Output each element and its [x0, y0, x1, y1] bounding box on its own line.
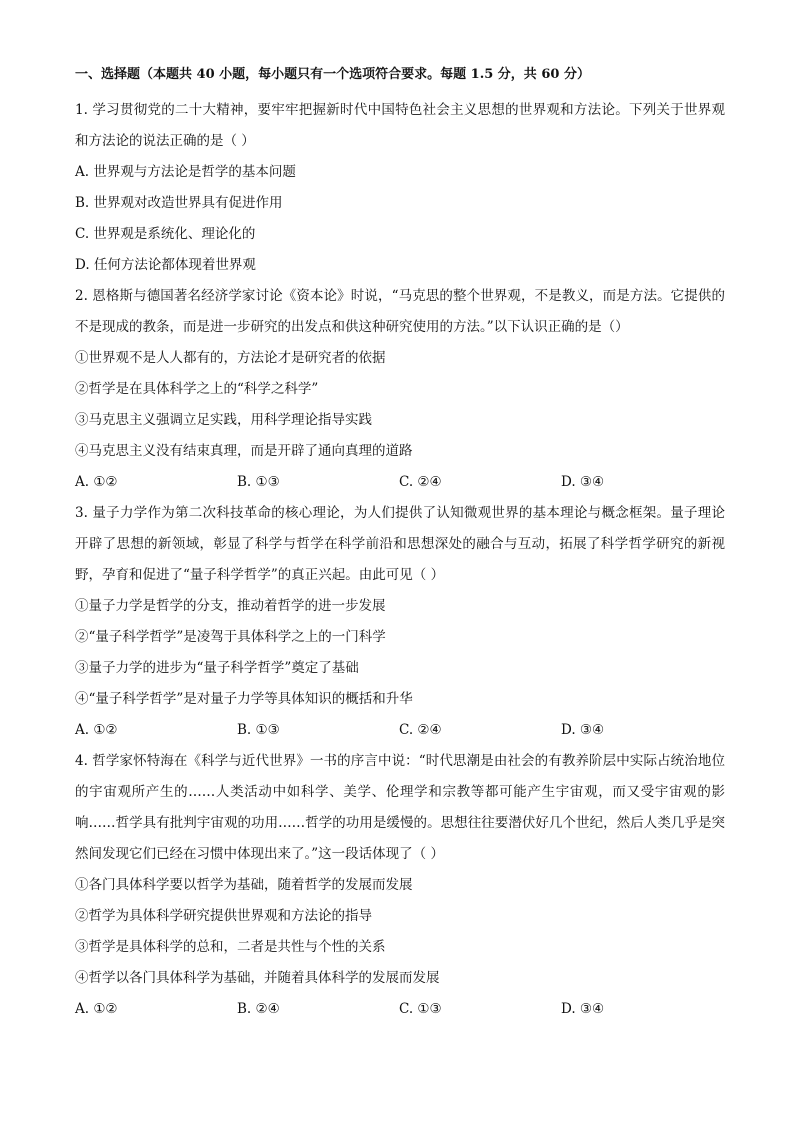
- question-2-choice-c: C. ②④: [399, 474, 442, 490]
- question-2-statement-4: ④马克思主义没有结束真理，而是开辟了通向真理的道路: [75, 443, 413, 459]
- question-2-choice-a: A. ①②: [75, 474, 118, 490]
- question-3-statement-2: ②“量子科学哲学”是凌驾于具体科学之上的一门科学: [75, 629, 386, 645]
- question-2-statement-2: ②哲学是在具体科学之上的“科学之科学”: [75, 381, 319, 397]
- question-4: [75, 746, 725, 1025]
- question-4-choice-c: C. ①③: [399, 1001, 442, 1017]
- question-3: [75, 498, 725, 746]
- question-3-choice-b: B. ①③: [237, 722, 280, 738]
- question-4-choice-d: D. ③④: [561, 1001, 605, 1017]
- question-1-option-a: A. 世界观与方法论是哲学的基本问题: [75, 164, 296, 180]
- question-3-choice-c: C. ②④: [399, 722, 442, 738]
- question-3-choice-d: D. ③④: [561, 722, 605, 738]
- question-1-option-d: D. 任何方法论都体现着世界观: [75, 257, 256, 273]
- question-1-option-c: C. 世界观是系统化、理论化的: [75, 226, 256, 242]
- question-2-choices: [75, 467, 725, 498]
- question-3-choices: [75, 715, 725, 746]
- question-2-stem: 2. 恩格斯与德国著名经济学家讨论《资本论》时说，“马克思的整个世界观，不是教义，而是方法。它提供的不是现成的教条，而是进一步研究的出发点和供这种研究使用的方法。”以下认识正确的是（）: [75, 288, 725, 335]
- question-4-statement-1: ①各门具体科学要以哲学为基础，随着哲学的发展而发展: [75, 877, 413, 893]
- question-4-statement-3: ③哲学是具体科学的总和，二者是共性与个性的关系: [75, 939, 386, 955]
- question-2-statement-3: ③马克思主义强调立足实践，用科学理论指导实践: [75, 412, 372, 428]
- question-3-statement-4: ④“量子科学哲学”是对量子力学等具体知识的概括和升华: [75, 691, 413, 707]
- question-4-stem: 4. 哲学家怀特海在《科学与近代世界》一书的序言中说：“时代思潮是由社会的有教养阶层中实际占统治地位的宇宙观所产生的……人类活动中如科学、美学、伦理学和宗教等都可能产生宇宙观，而又受宇宙观的影响……哲学具有批判宇宙观的功用……哲学的功用是缓慢的。思想往往要潜伏好几个世纪，然后人类几乎是突然间发现它们已经在习惯中体现出来了。”这一段话体现了（ ）: [75, 753, 725, 862]
- question-4-choices: [75, 994, 725, 1025]
- question-4-choice-a: A. ①②: [75, 1001, 118, 1017]
- question-2-choice-d: D. ③④: [561, 474, 605, 490]
- question-3-choice-a: A. ①②: [75, 722, 118, 738]
- question-4-statement-4: ④哲学以各门具体科学为基础，并随着具体科学的发展而发展: [75, 970, 440, 986]
- question-3-stem: 3. 量子力学作为第二次科技革命的核心理论，为人们提供了认知微观世界的基本理论与概念框架。量子理论开辟了思想的新领域，彰显了科学与哲学在科学前沿和思想深处的融合与互动，拓展了科学哲学研究的新视野，孕育和促进了“量子科学哲学”的真正兴起。由此可见（ ）: [75, 505, 725, 583]
- question-2: [75, 281, 725, 498]
- exam-page: [75, 64, 725, 1025]
- question-3-statement-1: ①量子力学是哲学的分支，推动着哲学的进一步发展: [75, 598, 386, 614]
- question-1-option-b: B. 世界观对改造世界具有促进作用: [75, 195, 283, 211]
- question-1-stem: 1. 学习贯彻党的二十大精神，要牢牢把握新时代中国特色社会主义思想的世界观和方法论。下列关于世界观和方法论的说法正确的是（ ）: [75, 102, 725, 149]
- question-4-choice-b: B. ②④: [237, 1001, 280, 1017]
- question-3-statement-3: ③量子力学的进步为“量子科学哲学”奠定了基础: [75, 660, 359, 676]
- question-4-statement-2: ②哲学为具体科学研究提供世界观和方法论的指导: [75, 908, 372, 924]
- question-2-statement-1: ①世界观不是人人都有的，方法论才是研究者的依据: [75, 350, 386, 366]
- section-title: 一、选择题（本题共 40 小题，每小题只有一个选项符合要求。每题 1.5 分，共 60 分）: [75, 67, 590, 82]
- question-2-choice-b: B. ①③: [237, 474, 280, 490]
- question-1: [75, 95, 725, 281]
